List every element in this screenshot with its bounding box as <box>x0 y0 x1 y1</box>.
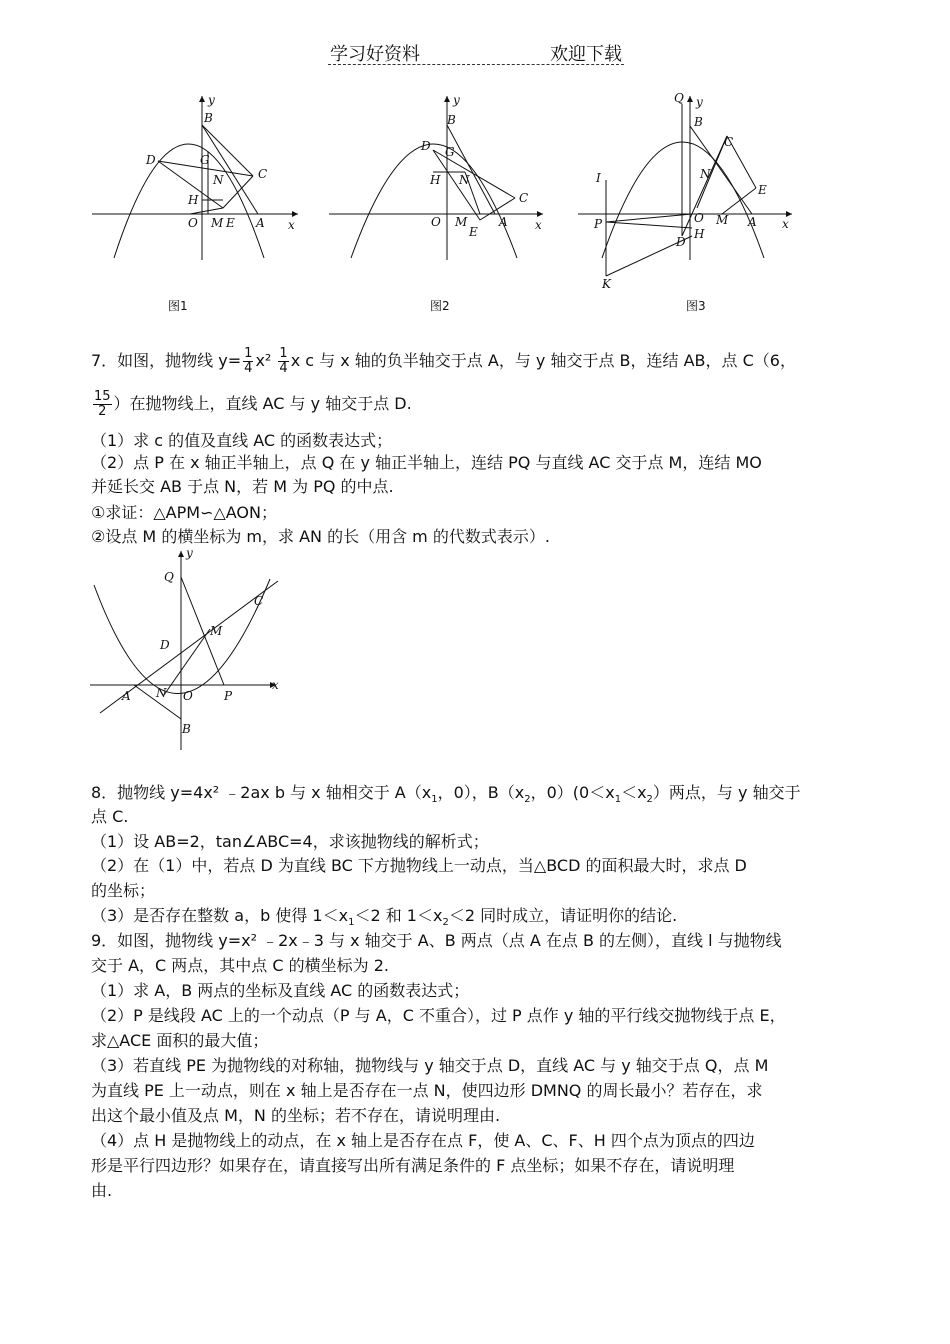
q8-line1: 8．抛物线 y=4x² ﹣2ax b 与 x 轴相交于 $A(x_1$，0），$B(x_2$，$0)(0<x_1<x_2)$两点，与 y 轴交于 <box>91 783 801 806</box>
fig1-label: B <box>204 111 213 125</box>
fig1-label: O <box>188 216 198 230</box>
fig1-label: x <box>288 218 295 232</box>
fig3-label: M <box>716 213 729 227</box>
q9-part4a: （4）点 H 是抛物线上的动点，在 x 轴上是否存在点 F，使 A、C、F、H 四个点为顶点的四边 <box>91 1131 755 1150</box>
fig3-label: H <box>694 227 705 241</box>
fig1-label: E <box>226 216 235 230</box>
fig2-label: M <box>455 215 468 229</box>
fig3-label: B <box>694 115 703 129</box>
fig3-label: E <box>758 183 767 197</box>
fig3-label: D <box>676 235 686 249</box>
q9-line2: 交于 A，C 两点，其中点 C 的横坐标为 2. <box>91 956 389 975</box>
figure-1 <box>88 90 308 320</box>
parabola <box>94 579 270 694</box>
parabola <box>351 144 517 258</box>
fig2-label: E <box>469 225 478 239</box>
page-header <box>328 40 624 65</box>
q9-part4c: 由. <box>91 1181 113 1200</box>
fig3-label: x <box>782 217 789 231</box>
fig2-label: B <box>447 113 456 127</box>
fig1-label: C <box>258 167 268 181</box>
q7-part2b: 并延长交 AB 于点 N，若 M 为 PQ 的中点. <box>91 477 394 496</box>
fig7-label: M <box>210 624 223 638</box>
fig2-label: y <box>453 93 460 107</box>
q9-part2b: 求△ACE 面积的最大值； <box>91 1031 269 1050</box>
fig2-label: N <box>459 173 470 187</box>
q8-part2b: 的坐标； <box>91 881 156 900</box>
fig2-label: G <box>445 145 455 159</box>
q7-sub2: ②设点 M 的横坐标为 m，求 AN 的长（用含 m 的代数式表示）. <box>91 527 550 546</box>
header-right: 欢迎下载 <box>550 44 622 65</box>
fig7-label: x <box>272 678 279 692</box>
q8-part3: （3）是否存在整数 a，b 使得 $1<x_1<2$ 和 $1<x_2<2$ 同时成立，请证明你的结论. <box>91 906 678 929</box>
fig2-label: x <box>535 218 542 232</box>
fig3-label: y <box>696 95 703 109</box>
figure-3 <box>572 88 802 320</box>
fig7-label: Q <box>164 570 174 584</box>
q9-part1: （1）求 A，B 两点的坐标及直线 AC 的函数表达式； <box>91 981 470 1000</box>
fig7-label: N <box>156 686 167 700</box>
fig1-label: A <box>256 216 265 230</box>
q9-line1: 9．如图，抛物线 y=x² ﹣2x﹣3 与 x 轴交于 A、B 两点（点 A 在点 B 的左侧），直线 l 与抛物线 <box>91 931 782 950</box>
figure-2 <box>325 90 550 320</box>
q9-part4b: 形是平行四边形？如果存在，请直接写出所有满足条件的 F 点坐标；如果不存在，请说明理 <box>91 1156 735 1175</box>
fig3-label: Q <box>674 91 684 105</box>
fig2-label: D <box>421 139 431 153</box>
fig2-label: C <box>519 191 529 205</box>
fig2-label: H <box>430 173 441 187</box>
fig7-label: D <box>160 638 170 652</box>
fig2-caption: 图2 <box>430 299 450 313</box>
q7-part1: （1）求 c 的值及直线 AC 的函数表达式； <box>91 431 393 450</box>
fig1-label: y <box>208 93 215 107</box>
fig1-label: H <box>188 193 199 207</box>
q7-line2: $\frac{15}{2}$ ）在抛物线上，直线 AC 与 y 轴交于点 D. <box>94 389 412 419</box>
fig3-label: O <box>694 211 704 225</box>
q7-part2a: （2）点 P 在 x 轴正半轴上，点 Q 在 y 轴正半轴上，连结 PQ 与直线 AC 交于点 M，连结 MO <box>91 453 762 472</box>
fig1-label: G <box>200 153 210 167</box>
header-left: 学习好资料 <box>330 44 420 65</box>
fig1-label: D <box>146 153 156 167</box>
q9-part3c: 出这个最小值及点 M，N 的坐标；若不存在，请说明理由. <box>91 1106 501 1125</box>
fig2-label: O <box>431 215 441 229</box>
q7-sub1: ①求证：△APM∽△AON； <box>91 503 277 522</box>
figure-q7 <box>86 545 286 755</box>
q9-part2a: （2）P 是线段 AC 上的一个动点（P 与 A，C 不重合），过 P 点作 y 轴的平行线交抛物线于点 E， <box>91 1006 786 1025</box>
fig2-label: A <box>499 215 508 229</box>
q8-part2a: （2）在（1）中，若点 D 为直线 BC 下方抛物线上一动点，当△BCD 的面积最大时，求点 D <box>91 856 747 875</box>
fig7-label: B <box>182 722 191 736</box>
fig3-label: N <box>700 167 711 181</box>
fig3-label: I <box>596 171 601 185</box>
fig7-label: A <box>122 689 131 703</box>
fig7-label: O <box>183 689 193 703</box>
fig3-label: A <box>748 215 757 229</box>
fig3-label: K <box>602 277 611 291</box>
q8-line2: 点 C. <box>91 807 129 826</box>
fig3-label: C <box>724 135 734 149</box>
fig7-label: C <box>254 594 264 608</box>
fig7-label: P <box>224 689 233 703</box>
fig1-label: N <box>213 173 224 187</box>
q9-part3b: 为直线 PE 上一动点，则在 x 轴上是否存在一点 N，使四边形 DMNQ 的周长最小？若存在，求 <box>91 1081 763 1100</box>
fig3-label: P <box>594 217 603 231</box>
q9-part3a: （3）若直线 PE 为抛物线的对称轴，抛物线与 y 轴交于点 D，直线 AC 与 y 轴交于点 Q，点 M <box>91 1056 769 1075</box>
q8-part1: （1）设 AB=2，tan∠ABC=4，求该抛物线的解析式； <box>91 832 489 851</box>
fig7-label: y <box>186 546 193 560</box>
fig3-caption: 图3 <box>686 299 706 313</box>
q7-line1: 7．如图，抛物线 y= $\frac{1}{4}$ x² $\frac{1}{4}$ x c 与 x 轴的负半轴交于点 A，与 y 轴交于点 B，连结 AB，点 C（6， <box>91 346 796 376</box>
fig1-label: M <box>211 216 224 230</box>
fig1-caption: 图1 <box>168 299 188 313</box>
